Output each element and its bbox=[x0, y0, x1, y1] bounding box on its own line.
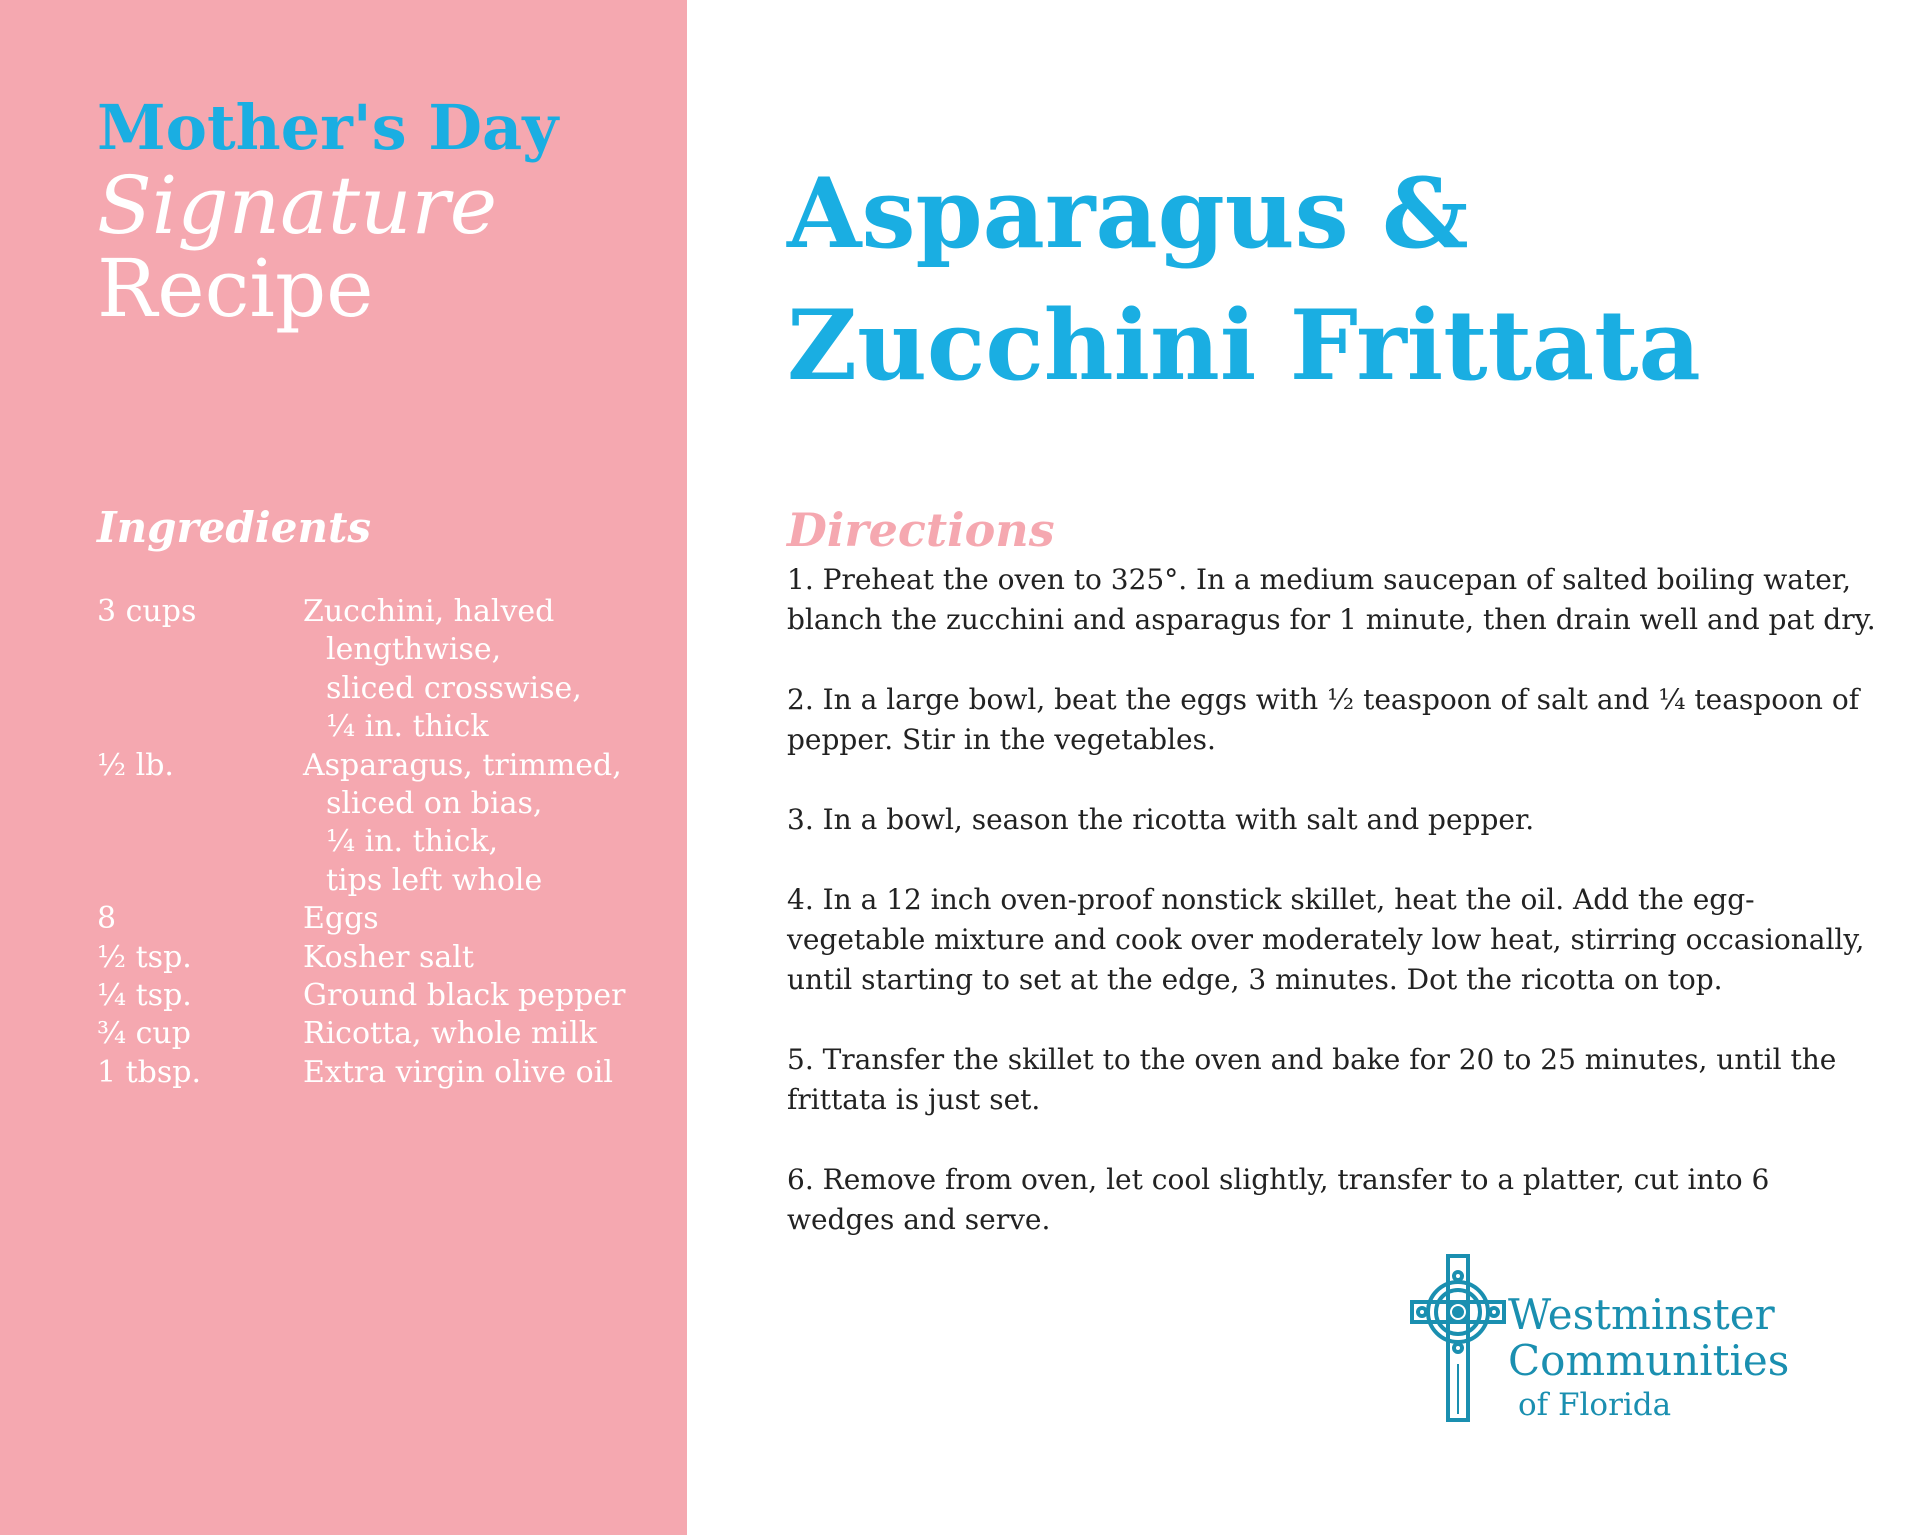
logo-line-westminster: Westminster bbox=[1508, 1290, 1775, 1339]
ingredient-qty: ¾ cup bbox=[97, 1016, 191, 1052]
ingredient-row bbox=[97, 977, 667, 1015]
brand-block bbox=[97, 91, 559, 335]
direction-step: 2. In a large bowl, beat the eggs with ½ teaspoon of salt and ¼ teaspoon of pepper. Stir in the vegetables. bbox=[787, 683, 1860, 756]
ingredient-item-cont: sliced on bias, bbox=[326, 786, 543, 822]
brand-line-recipe: Recipe bbox=[97, 242, 374, 335]
ingredient-qty: ½ tsp. bbox=[97, 939, 192, 975]
ingredient-row bbox=[97, 1015, 667, 1053]
ingredient-row bbox=[97, 747, 667, 901]
recipe-title-line2: Zucchini Frittata bbox=[787, 289, 1701, 402]
ingredient-item: Extra virgin olive oil bbox=[303, 1054, 613, 1090]
direction-step: 5. Transfer the skillet to the oven and bake for 20 to 25 minutes, until the frittata is just set. bbox=[787, 1043, 1837, 1116]
direction-step: 6. Remove from oven, let cool slightly, transfer to a platter, cut into 6 wedges and serve. bbox=[787, 1163, 1770, 1236]
ingredients-heading: Ingredients bbox=[97, 503, 372, 552]
ingredient-item bbox=[303, 593, 582, 747]
ingredient-qty: 3 cups bbox=[97, 594, 197, 629]
ingredient-item bbox=[303, 747, 622, 901]
logo-line-of-florida: of Florida bbox=[1518, 1387, 1672, 1423]
ingredient-qty: ½ lb. bbox=[97, 747, 174, 783]
ingredient-item-cont: lengthwise, bbox=[326, 632, 502, 668]
brand-line-signature: Signature bbox=[97, 159, 498, 252]
ingredient-item: Kosher salt bbox=[303, 939, 474, 975]
westminster-logo bbox=[1408, 1254, 1828, 1424]
logo-text bbox=[1508, 1292, 1789, 1426]
direction-step: 1. Preheat the oven to 325°. In a medium saucepan of salted boiling water, blanch the zucchini and asparagus for 1 minute, then drain well and pat dry. bbox=[787, 563, 1876, 636]
ingredient-row bbox=[97, 939, 667, 977]
direction-step: 4. In a 12 inch oven-proof nonstick skillet, heat the oil. Add the egg-vegetable mixture and cook over moderately low heat, stirring occasionally, until starting to set at the edge, 3 minutes. Dot the ricotta on top. bbox=[787, 883, 1865, 996]
ingredient-item: Eggs bbox=[303, 901, 379, 937]
ingredient-item-cont: ¼ in. thick, bbox=[326, 824, 499, 860]
ingredients-list bbox=[97, 593, 667, 1092]
directions-heading: Directions bbox=[787, 503, 1055, 557]
ingredient-item-cont: tips left whole bbox=[326, 862, 543, 898]
ingredient-item-cont: ¼ in. thick bbox=[326, 709, 489, 745]
celtic-cross-icon bbox=[1408, 1254, 1508, 1424]
left-panel bbox=[0, 0, 687, 1535]
recipe-title bbox=[787, 148, 1701, 412]
ingredient-row bbox=[97, 1054, 667, 1092]
ingredient-row bbox=[97, 900, 667, 938]
ingredient-row bbox=[97, 593, 667, 747]
ingredient-item: Ricotta, whole milk bbox=[303, 1016, 597, 1052]
direction-step: 3. In a bowl, season the ricotta with salt and pepper. bbox=[787, 803, 1535, 836]
ingredient-qty: 1 tbsp. bbox=[97, 1054, 202, 1090]
directions-list bbox=[787, 560, 1877, 1280]
ingredient-item-text: Zucchini, halved bbox=[303, 594, 555, 629]
recipe-title-line1: Asparagus & bbox=[787, 157, 1469, 270]
ingredient-item-text: Asparagus, trimmed, bbox=[303, 747, 622, 783]
ingredient-item: Ground black pepper bbox=[303, 978, 626, 1014]
ingredient-item-cont: sliced crosswise, bbox=[326, 670, 582, 706]
ingredient-qty: 8 bbox=[97, 901, 117, 937]
ingredient-qty: ¼ tsp. bbox=[97, 978, 192, 1014]
logo-line-communities: Communities bbox=[1508, 1336, 1790, 1385]
brand-line-mothers-day: Mother's Day bbox=[97, 91, 559, 164]
